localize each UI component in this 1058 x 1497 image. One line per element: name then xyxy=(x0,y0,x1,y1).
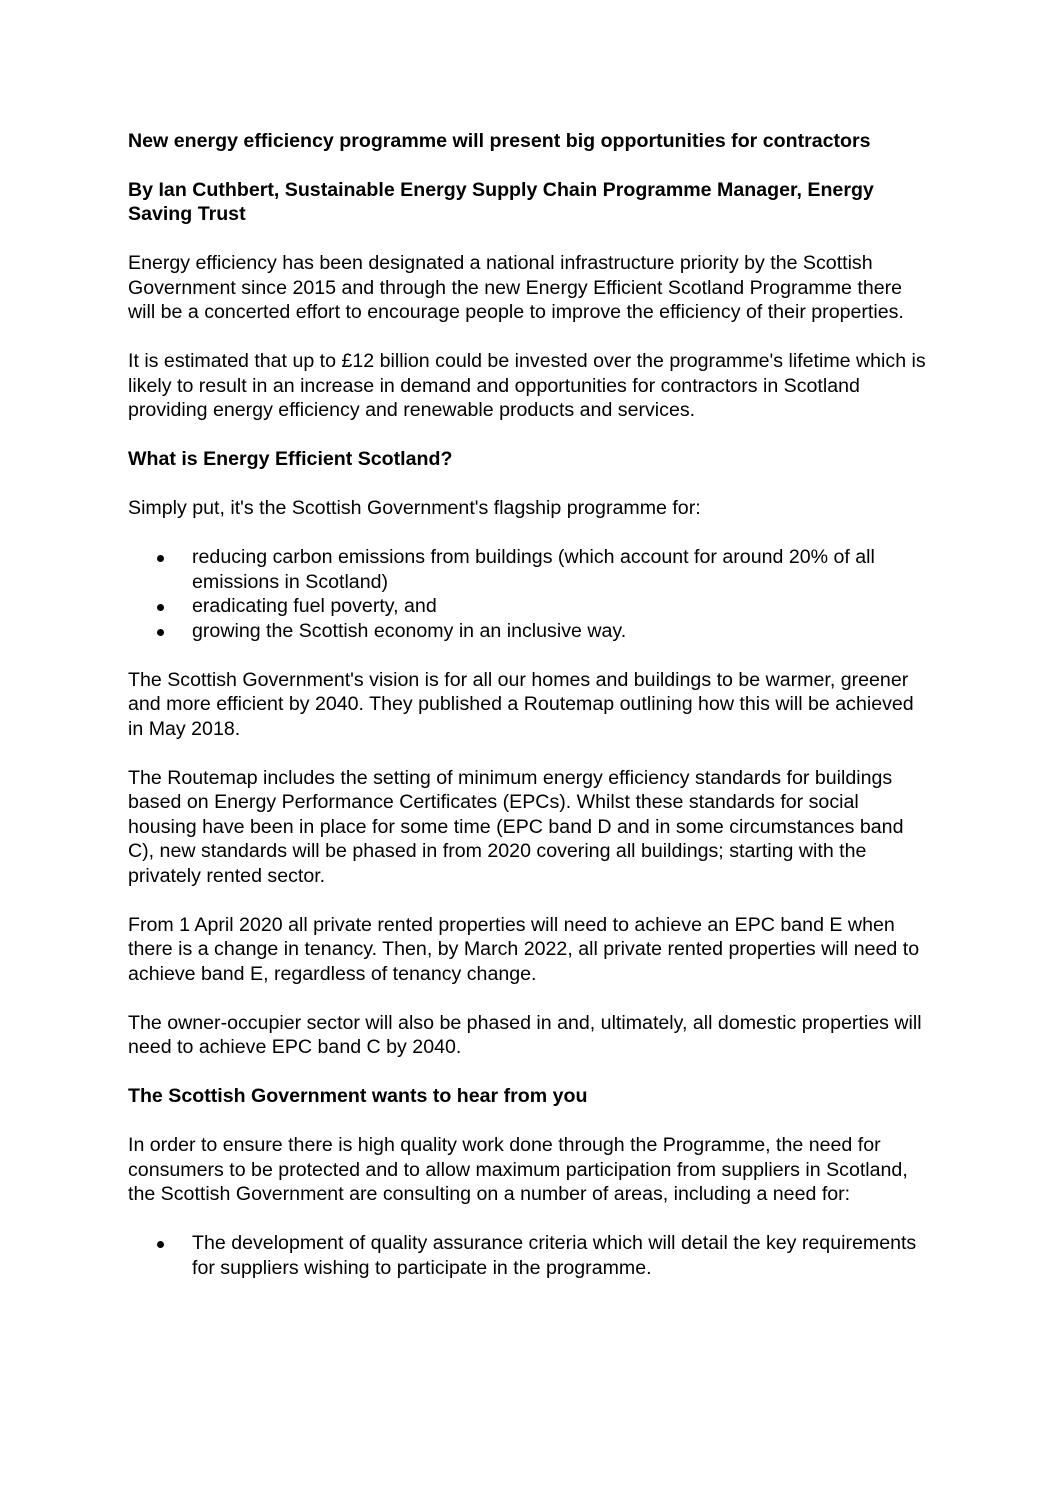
bullet-icon xyxy=(157,1241,164,1248)
article-byline: By Ian Cuthbert, Sustainable Energy Supply Chain Programme Manager, Energy Saving Trust xyxy=(128,178,874,225)
bullet-list-consultation-areas xyxy=(128,1231,928,1280)
section-heading-what-is: What is Energy Efficient Scotland? xyxy=(128,448,453,470)
bullet-icon xyxy=(157,629,164,636)
bullet-list-programme-aims xyxy=(128,545,928,643)
paragraph-investment: It is estimated that up to £12 billion could be invested over the programme's lifetime which is likely to result in an increase in demand and opportunities for contractors in Scotland providing energy efficiency and renewable products and services. xyxy=(128,350,926,421)
section-heading-consultation: The Scottish Government wants to hear from you xyxy=(128,1085,588,1107)
list-item-text: eradicating fuel poverty, and xyxy=(192,595,437,617)
paragraph-routemap: The Routemap includes the setting of minimum energy efficiency standards for buildings based on Energy Performance Certificates (EPCs). Whilst these standards for social housing have been in place for some time (EPC band D and in some circumstances band C), new standards will be phased in from 2020 covering all buildings; starting with the privately rented sector. xyxy=(128,766,904,887)
list-item xyxy=(128,545,928,594)
paragraph-simply-put: Simply put, it's the Scottish Government's flagship programme for: xyxy=(128,497,701,519)
paragraph-vision: The Scottish Government's vision is for all our homes and buildings to be warmer, greener and more efficient by 2040. They published a Routemap outlining how this will be achieved in May 2018. xyxy=(128,668,914,740)
list-item xyxy=(128,594,928,619)
article-title: New energy efficiency programme will present big opportunities for contractors xyxy=(128,130,871,152)
list-item-text: growing the Scottish economy in an inclusive way. xyxy=(192,619,627,642)
list-item-text: reducing carbon emissions from buildings (which account for around 20% of all emissions in Scotland) xyxy=(192,546,875,593)
paragraph-intro: Energy efficiency has been designated a national infrastructure priority by the Scottish Government since 2015 and through the new Energy Efficient Scotland Programme there will be a concerted effort to encourage people to improve the efficiency of their properties. xyxy=(128,252,904,323)
bullet-icon xyxy=(157,604,164,611)
paragraph-private-rented: From 1 April 2020 all private rented properties will need to achieve an EPC band E when there is a change in tenancy. Then, by March 2022, all private rented properties will need to achieve band E, regardless of tenancy change. xyxy=(128,913,920,985)
bullet-icon xyxy=(157,555,164,562)
list-item xyxy=(128,619,928,644)
document-body xyxy=(128,129,928,1280)
paragraph-consultation: In order to ensure there is high quality work done through the Programme, the need for consumers to be protected and to allow maximum participation from suppliers in Scotland, the Scottish Government are consulting on a number of areas, including a need for: xyxy=(128,1134,908,1205)
list-item-text: The development of quality assurance criteria which will detail the key requirements for suppliers wishing to participate in the programme. xyxy=(192,1232,917,1279)
list-item xyxy=(128,1231,928,1280)
paragraph-owner-occupier: The owner-occupier sector will also be phased in and, ultimately, all domestic properties will need to achieve EPC band C by 2040. xyxy=(128,1011,922,1058)
